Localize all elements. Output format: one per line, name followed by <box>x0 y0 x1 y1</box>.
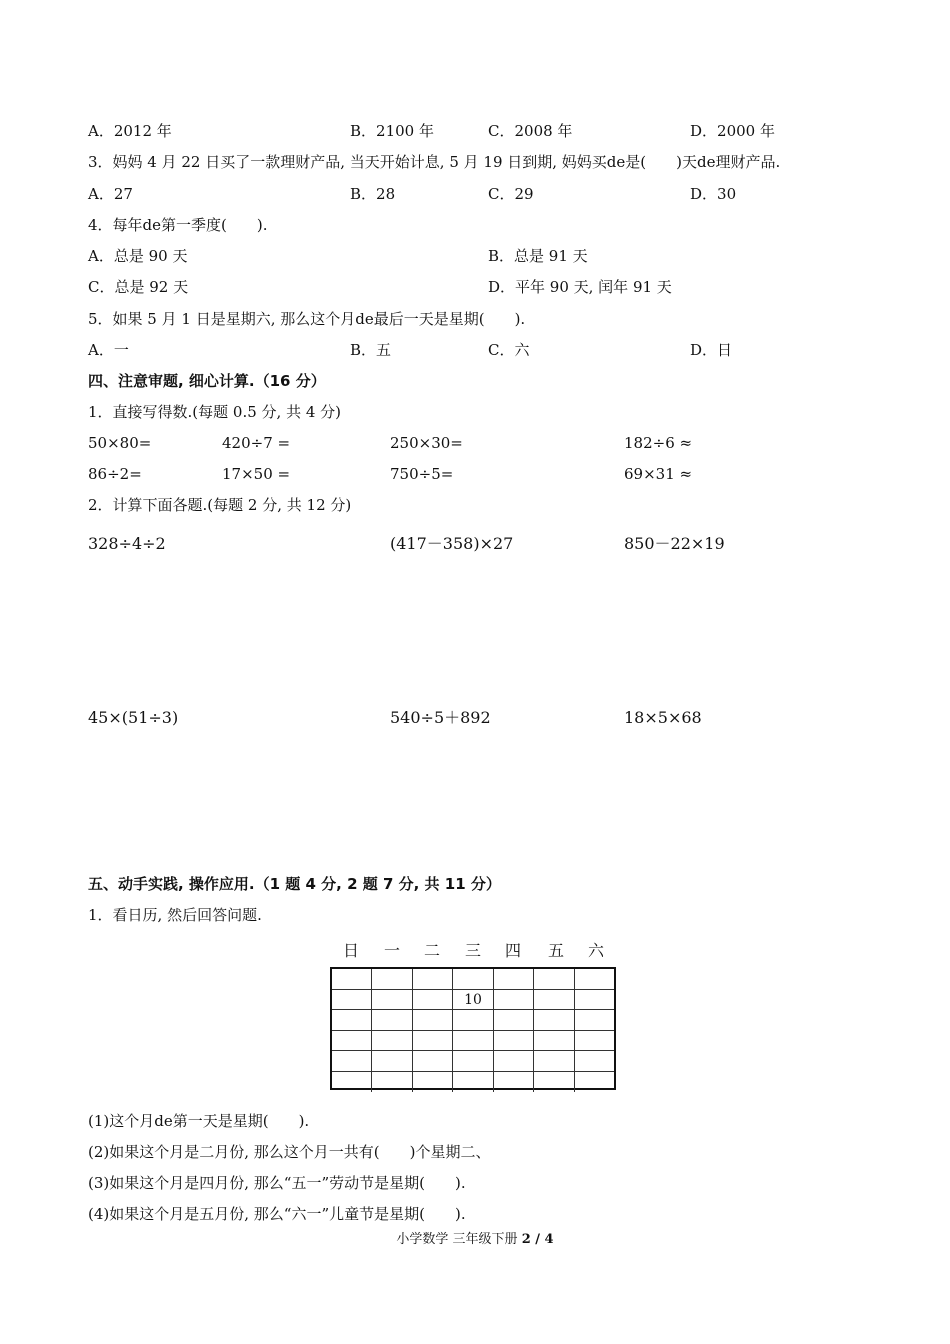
calendar-cell <box>575 1072 614 1093</box>
calc-2-1: 45×(51÷3) <box>88 708 179 727</box>
calendar-cell <box>494 969 534 990</box>
calendar-cell <box>494 1010 534 1031</box>
q5-option-a: A．一 <box>88 341 129 359</box>
weekday-mon: 一 <box>384 941 401 960</box>
section4-title: 四、注意审题, 细心计算.（16 分） <box>88 372 326 390</box>
calendar-cell <box>372 1072 412 1093</box>
calendar-cell <box>372 990 412 1011</box>
calendar-row <box>332 990 614 1011</box>
q3-option-a: A．27 <box>88 185 133 203</box>
footer-text: 小学数学 三年级下册 <box>396 1232 518 1247</box>
calendar-cell <box>453 1031 493 1052</box>
q3-stem: 3．妈妈 4 月 22 日买了一款理财产品, 当天开始计息, 5 月 19 日到期, 妈妈买de是( )天de理财产品. <box>88 153 781 171</box>
calendar-row <box>332 1010 614 1031</box>
calendar-cell <box>534 1072 574 1093</box>
section4-sub2: 2．计算下面各题.(每题 2 分, 共 12 分) <box>88 496 352 514</box>
calc-2-2: 540÷5＋892 <box>390 708 491 727</box>
calendar-question-3: (3)如果这个月是四月份, 那么“五一”劳动节是星期( ). <box>88 1174 466 1192</box>
weekday-fri: 五 <box>548 941 565 960</box>
calendar-cell <box>453 1010 493 1031</box>
calendar-cell <box>453 1051 493 1072</box>
oral-1-4: 182÷6 ≈ <box>624 434 693 452</box>
calendar-row <box>332 1072 614 1093</box>
weekday-wed: 三 <box>465 941 482 960</box>
calc-2-3: 18×5×68 <box>624 708 702 727</box>
calendar-cell <box>575 1051 614 1072</box>
section5-title: 五、动手实践, 操作应用.（1 题 4 分, 2 题 7 分, 共 11 分） <box>88 875 501 893</box>
oral-2-3: 750÷5= <box>390 465 454 483</box>
q2-option-a: A．2012 年 <box>88 122 172 140</box>
q4-stem: 4．每年de第一季度( ). <box>88 216 268 234</box>
q4-option-a: A．总是 90 天 <box>88 247 188 265</box>
calendar-cell <box>372 1010 412 1031</box>
calendar-cell <box>575 990 614 1011</box>
calendar-cell <box>332 1051 372 1072</box>
q5-stem: 5．如果 5 月 1 日是星期六, 那么这个月de最后一天是星期( ). <box>88 310 526 328</box>
calc-1-1: 328÷4÷2 <box>88 534 166 553</box>
calendar-cell <box>372 969 412 990</box>
q3-option-c: C．29 <box>488 185 534 203</box>
weekday-sun: 日 <box>343 941 360 960</box>
oral-2-2: 17×50 = <box>222 465 291 483</box>
q2-option-c: C．2008 年 <box>488 122 573 140</box>
q4-option-b: B．总是 91 天 <box>488 247 588 265</box>
calendar-cell <box>534 1031 574 1052</box>
calendar-cell <box>575 1031 614 1052</box>
calendar-cell <box>453 1072 493 1093</box>
calendar-cell <box>494 1072 534 1093</box>
calendar-question-1: (1)这个月de第一天是星期( ). <box>88 1112 310 1130</box>
calendar-cell <box>413 1072 453 1093</box>
oral-1-2: 420÷7 = <box>222 434 291 452</box>
calendar-cell <box>575 969 614 990</box>
calendar-cell <box>413 1051 453 1072</box>
calendar-cell <box>332 1072 372 1093</box>
page-footer <box>0 1228 950 1247</box>
calendar-cell <box>332 1031 372 1052</box>
page-number: 2 / 4 <box>521 1232 554 1247</box>
calendar-cell <box>494 990 534 1011</box>
q4-option-d: D．平年 90 天, 闰年 91 天 <box>488 278 672 296</box>
oral-2-1: 86÷2= <box>88 465 142 483</box>
calendar-cell <box>534 1010 574 1031</box>
section4-sub1: 1．直接写得数.(每题 0.5 分, 共 4 分) <box>88 403 342 421</box>
calendar-cell <box>332 990 372 1011</box>
section5-sub1: 1．看日历, 然后回答问题. <box>88 906 262 924</box>
q5-option-d: D．日 <box>690 341 733 359</box>
calendar-row <box>332 1031 614 1052</box>
calendar-cell <box>372 1031 412 1052</box>
calendar-cell <box>494 1051 534 1072</box>
q3-option-d: D．30 <box>690 185 737 203</box>
calc-1-2: (417－358)×27 <box>390 534 514 553</box>
calendar-cell <box>534 990 574 1011</box>
calendar-cell <box>332 969 372 990</box>
weekday-tue: 二 <box>424 941 441 960</box>
calendar-cell <box>453 969 493 990</box>
calendar-cell <box>372 1051 412 1072</box>
calendar-cell <box>534 969 574 990</box>
calendar-row <box>332 1051 614 1072</box>
q5-option-c: C．六 <box>488 341 530 359</box>
q2-option-d: D．2000 年 <box>690 122 775 140</box>
calendar-cell <box>494 1031 534 1052</box>
calendar-cell <box>413 969 453 990</box>
q2-option-b: B．2100 年 <box>350 122 434 140</box>
oral-1-1: 50×80= <box>88 434 152 452</box>
q4-option-c: C．总是 92 天 <box>88 278 189 296</box>
calendar-question-4: (4)如果这个月是五月份, 那么“六一”儿童节是星期( ). <box>88 1205 466 1223</box>
calendar-grid <box>330 967 616 1090</box>
q5-option-b: B．五 <box>350 341 392 359</box>
calendar-question-2: (2)如果这个月是二月份, 那么这个月一共有( )个星期二、 <box>88 1143 491 1161</box>
oral-1-3: 250×30= <box>390 434 463 452</box>
calendar-cell <box>534 1051 574 1072</box>
oral-2-4: 69×31 ≈ <box>624 465 693 483</box>
q3-option-b: B．28 <box>350 185 396 203</box>
calc-1-3: 850－22×19 <box>624 534 725 553</box>
calendar-cell <box>413 1031 453 1052</box>
calendar-cell <box>575 1010 614 1031</box>
weekday-thu: 四 <box>505 941 522 960</box>
calendar-cell-known-date: 10 <box>453 990 493 1011</box>
calendar-cell <box>413 1010 453 1031</box>
calendar-cell <box>413 990 453 1011</box>
weekday-sat: 六 <box>588 941 605 960</box>
calendar-cell <box>332 1010 372 1031</box>
calendar-row <box>332 969 614 990</box>
